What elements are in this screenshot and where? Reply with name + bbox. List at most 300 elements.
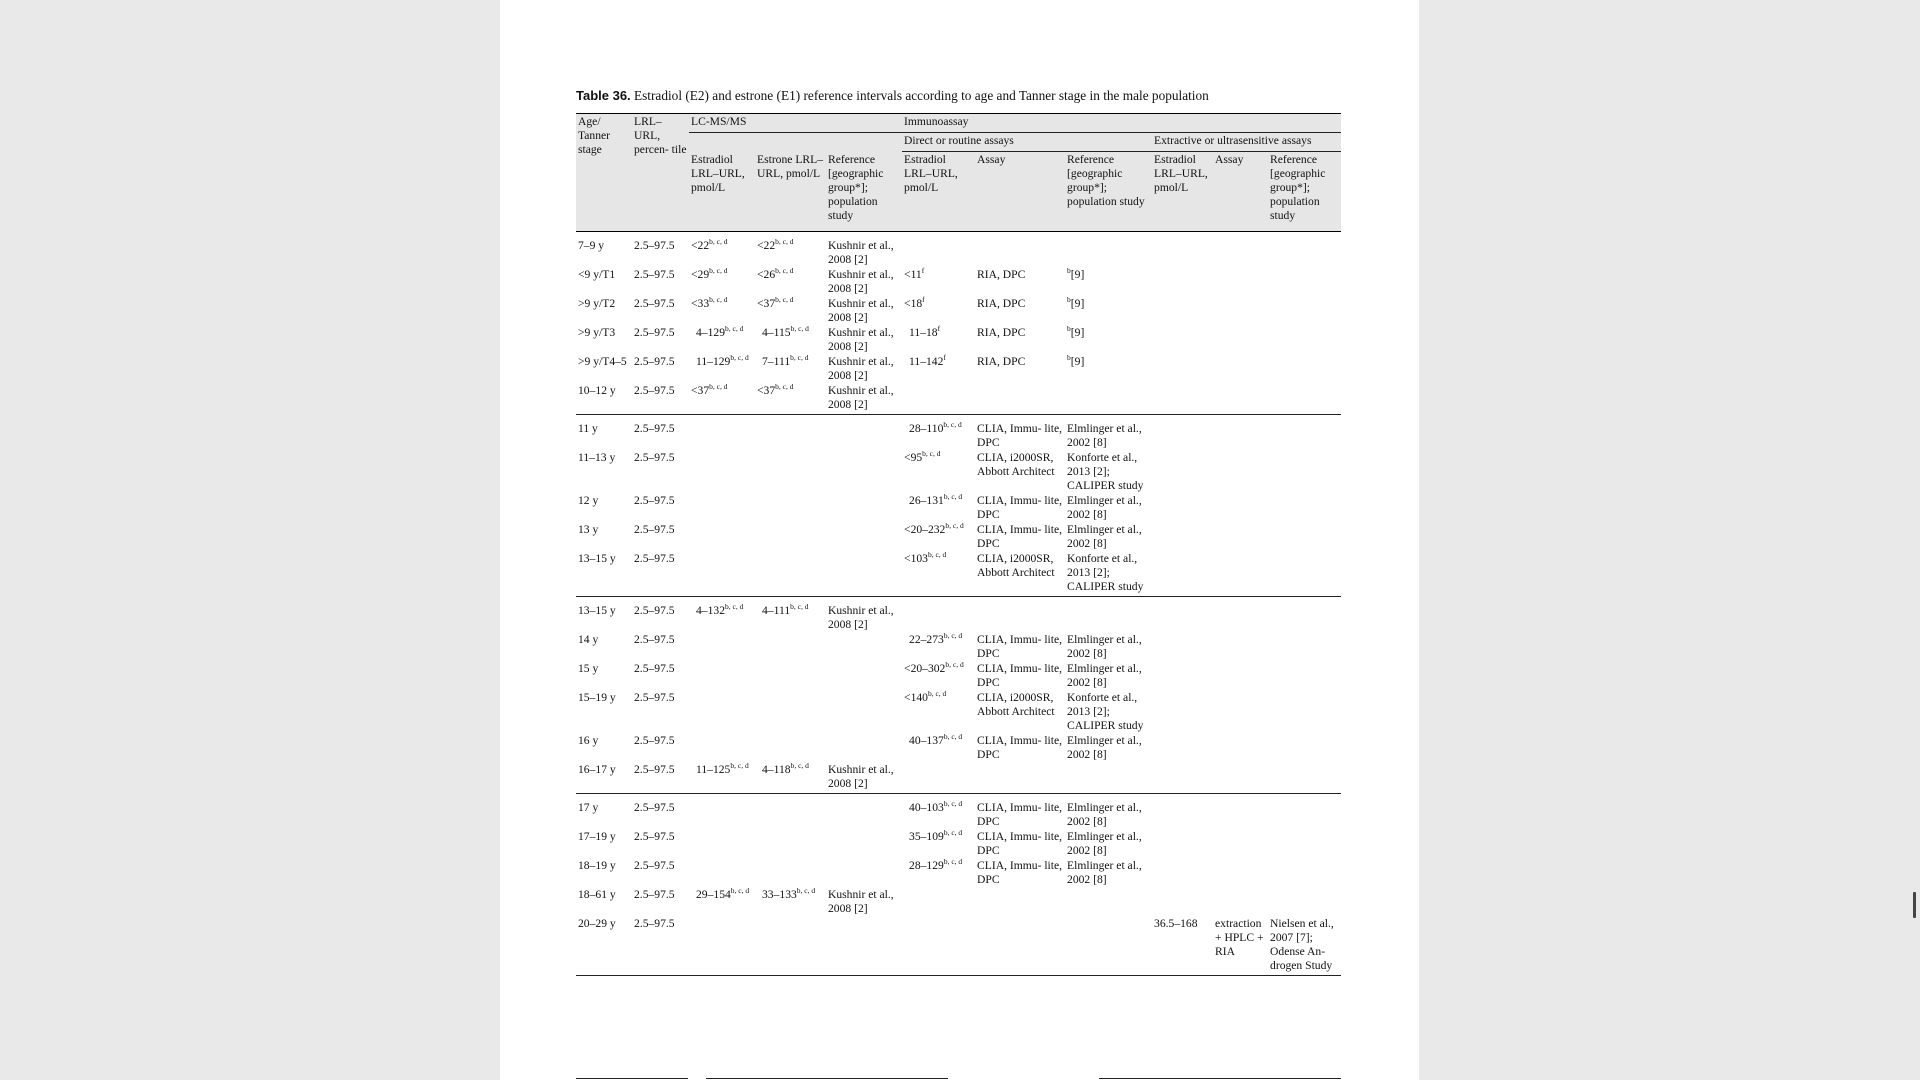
cell-extractive-reference [1268,354,1341,383]
cell-extractive-assay [1213,415,1268,451]
header-direct-assays: Direct or routine assays [902,133,1152,152]
cell-ms-estradiol [689,493,755,522]
cell-value: Elmlinger et al., 2002 [8] [1067,734,1142,761]
cell-age [576,354,632,383]
cell-value: 2.5–97.5 [634,734,675,747]
cell-extractive-estradiol [1152,661,1213,690]
cell-ms-reference [826,762,902,794]
cell-value: RIA, DPC [977,355,1026,368]
cell-value: 2.5–97.5 [634,326,675,339]
cell-ms-estradiol [689,232,755,268]
cell-ms-estrone [755,267,826,296]
cell-value: 2.5–97.5 [634,604,675,617]
cell-age [576,762,632,794]
cell-ms-estradiol [689,632,755,661]
cell-direct-estradiol [902,551,975,597]
cell-direct-estradiol [902,733,975,762]
cell-value: <18 [904,297,923,310]
cell-value: 13 y [578,523,599,536]
cell-direct-assay [975,597,1065,633]
footnote-marker: b, c, d [709,266,728,275]
header-percentile: LRL– URL, percen- tile [632,114,689,232]
cell-value: Elmlinger et al., 2002 [8] [1067,662,1142,689]
cell-direct-estradiol [902,522,975,551]
cell-direct-estradiol [902,632,975,661]
table-row [576,916,1341,976]
cell-value: 12 y [578,494,599,507]
cell-value: 14 y [578,633,599,646]
table-row [576,296,1341,325]
cell-percentile [632,450,689,493]
cell-direct-assay [975,522,1065,551]
cell-ms-estradiol [689,794,755,830]
cell-value: Elmlinger et al., 2002 [8] [1067,523,1142,550]
table-row [576,887,1341,916]
cell-direct-reference [1065,383,1152,415]
scrollbar-thumb[interactable] [1913,892,1916,918]
footnote-marker: b, c, d [709,382,728,391]
footnote-marker: b, c, d [943,420,962,429]
cell-ms-estrone [755,354,826,383]
cell-extractive-reference [1268,690,1341,733]
cell-ms-estrone [755,415,826,451]
cell-direct-assay [975,794,1065,830]
cell-extractive-assay [1213,762,1268,794]
footnote-marker: b, c, d [945,660,964,669]
cell-ms-reference [826,267,902,296]
cell-extractive-estradiol [1152,296,1213,325]
cell-value: CLIA, Immu- lite, DPC [977,494,1063,521]
cell-extractive-estradiol [1152,597,1213,633]
cell-value: [9] [1070,326,1085,339]
reference-interval-table [576,113,1341,976]
cell-value: CLIA, i2000SR, Abbott Architect [977,552,1055,579]
cell-extractive-reference [1268,296,1341,325]
cell-ms-estradiol [689,597,755,633]
cell-value: Kushnir et al., 2008 [2] [828,297,894,324]
cell-extractive-estradiol [1152,858,1213,887]
cell-percentile [632,522,689,551]
cell-percentile [632,916,689,976]
cell-direct-reference [1065,325,1152,354]
cell-ms-reference [826,632,902,661]
cell-extractive-estradiol [1152,887,1213,916]
footnote-marker: b, c, d [945,521,964,530]
footnote-marker: b, c, d [724,602,744,611]
cell-ms-reference [826,493,902,522]
cell-age [576,522,632,551]
cell-value: 4–118 [762,763,791,776]
header-extractive-reference: Reference [geographic group*]; population study [1268,152,1341,232]
cell-extractive-assay [1213,733,1268,762]
cell-direct-assay [975,733,1065,762]
cell-direct-estradiol [902,794,975,830]
cell-direct-assay [975,762,1065,794]
cell-ms-estrone [755,916,826,976]
cell-value: <11 [904,268,922,281]
cell-ms-reference [826,415,902,451]
cell-value: 10–12 y [578,384,616,397]
cell-direct-estradiol [902,887,975,916]
cell-percentile [632,232,689,268]
cell-age [576,493,632,522]
cell-ms-estrone [755,383,826,415]
cell-extractive-estradiol [1152,551,1213,597]
cell-value: Elmlinger et al., 2002 [8] [1067,633,1142,660]
cell-ms-reference [826,887,902,916]
cell-direct-estradiol [902,661,975,690]
cell-ms-estradiol [689,522,755,551]
cell-extractive-assay [1213,354,1268,383]
cell-value: 7–111 [762,355,791,368]
cell-value: 28–110 [909,422,944,435]
table-row [576,632,1341,661]
cell-value: 15 y [578,662,599,675]
footnote-marker: b, c, d [775,382,794,391]
table-row [576,661,1341,690]
cell-direct-estradiol [902,916,975,976]
cell-value: RIA, DPC [977,297,1026,310]
cell-extractive-assay [1213,858,1268,887]
cell-value: 17–19 y [578,830,616,843]
table-row-group [576,415,1341,597]
cell-extractive-reference [1268,661,1341,690]
cell-value: 28–129 [909,859,944,872]
cell-ms-reference [826,450,902,493]
cell-extractive-estradiol [1152,325,1213,354]
cell-ms-estradiol [689,296,755,325]
header-age: Age/ Tanner stage [576,114,632,232]
cell-age [576,887,632,916]
table-row [576,325,1341,354]
cell-extractive-estradiol [1152,267,1213,296]
cell-ms-estradiol [689,829,755,858]
header-immunoassay: Immunoassay [902,114,1341,133]
cell-value: Konforte et al., 2013 [2]; CALIPER study [1067,552,1144,593]
table-row [576,762,1341,794]
cell-value: Kushnir et al., 2008 [2] [828,239,894,266]
cell-direct-reference [1065,354,1152,383]
cell-percentile [632,858,689,887]
cell-value: <20–302 [904,662,946,675]
cell-extractive-assay [1213,551,1268,597]
cell-ms-estradiol [689,325,755,354]
cell-age [576,690,632,733]
cell-direct-reference [1065,632,1152,661]
cell-value: RIA, DPC [977,268,1026,281]
cell-direct-assay [975,887,1065,916]
cell-value: CLIA, Immu- lite, DPC [977,859,1063,886]
table-row [576,829,1341,858]
cell-value: 4–129 [696,326,725,339]
cell-value: 16–17 y [578,763,616,776]
cell-value: 18–19 y [578,859,616,872]
cell-value: 40–137 [909,734,944,747]
cell-ms-reference [826,794,902,830]
cell-extractive-reference [1268,522,1341,551]
cell-direct-reference [1065,597,1152,633]
cell-ms-estradiol [689,916,755,976]
cell-value: 2.5–97.5 [634,451,675,464]
cell-percentile [632,597,689,633]
cell-extractive-estradiol [1152,522,1213,551]
header-direct-reference: Reference [geographic group*]; population study [1065,152,1152,232]
cell-value: CLIA, Immu- lite, DPC [977,633,1063,660]
cell-direct-reference [1065,762,1152,794]
cell-value: CLIA, Immu- lite, DPC [977,523,1063,550]
cell-ms-estradiol [689,887,755,916]
cell-ms-estradiol [689,354,755,383]
cell-direct-reference [1065,522,1152,551]
cell-direct-assay [975,493,1065,522]
cell-extractive-reference [1268,325,1341,354]
cell-direct-assay [975,829,1065,858]
cell-value: CLIA, Immu- lite, DPC [977,830,1063,857]
cell-value: Elmlinger et al., 2002 [8] [1067,422,1142,449]
cell-extractive-reference [1268,597,1341,633]
cell-extractive-reference [1268,733,1341,762]
footnote-marker: b, c, d [730,761,749,770]
cell-value: 2.5–97.5 [634,917,675,930]
cell-extractive-assay [1213,267,1268,296]
cell-value: 22–273 [909,633,944,646]
cell-ms-estrone [755,551,826,597]
footnote-marker: f [922,295,925,304]
cell-value: 4–115 [762,326,791,339]
cell-value: Nielsen et al., 2007 [7]; Odense An- drogen Study [1270,917,1334,972]
cell-direct-estradiol [902,267,975,296]
cell-value: <9 y/T1 [578,268,616,281]
cell-percentile [632,762,689,794]
cell-value: extraction + HPLC + RIA [1215,917,1264,958]
cell-value: >9 y/T4–5 [578,355,627,368]
cell-value: <37 [757,297,776,310]
cell-direct-reference [1065,267,1152,296]
cell-value: <22 [691,239,710,252]
cell-value: 2.5–97.5 [634,888,675,901]
footnote-marker: b, c, d [709,295,728,304]
cell-ms-reference [826,690,902,733]
cell-direct-reference [1065,450,1152,493]
cell-extractive-estradiol [1152,829,1213,858]
cell-extractive-assay [1213,493,1268,522]
cell-value: 15–19 y [578,691,616,704]
cell-value: [9] [1070,355,1085,368]
footnote-marker: f [943,353,946,362]
table-row [576,794,1341,830]
cell-value: 2.5–97.5 [634,268,675,281]
table-row [576,267,1341,296]
cell-age [576,325,632,354]
cell-value: 2.5–97.5 [634,859,675,872]
cell-value: RIA, DPC [977,326,1026,339]
footnote-marker: b, c, d [943,732,963,741]
cell-direct-estradiol [902,415,975,451]
table-row [576,383,1341,415]
cell-percentile [632,415,689,451]
cell-direct-assay [975,325,1065,354]
cell-ms-estradiol [689,661,755,690]
cell-percentile [632,661,689,690]
header-direct-assay: Assay [975,152,1065,232]
footnote-marker: b, c, d [796,886,816,895]
cell-extractive-assay [1213,916,1268,976]
cell-ms-reference [826,232,902,268]
footnote-marker: b [1067,324,1071,333]
footnote-marker: b [1067,353,1071,362]
cell-value: 35–109 [909,830,944,843]
cell-value: 2.5–97.5 [634,422,675,435]
cell-direct-reference [1065,232,1152,268]
cell-extractive-estradiol [1152,493,1213,522]
cell-extractive-reference [1268,232,1341,268]
table-row [576,690,1341,733]
cell-value: <26 [757,268,776,281]
cell-ms-estrone [755,661,826,690]
cell-value: >9 y/T2 [578,297,616,310]
footnote-marker: b, c, d [775,295,794,304]
cell-value: Kushnir et al., 2008 [2] [828,384,894,411]
cell-ms-estradiol [689,415,755,451]
cell-value: 13–15 y [578,552,616,565]
cell-value: Kushnir et al., 2008 [2] [828,763,894,790]
footnote-marker: b, c, d [724,324,744,333]
rule-segment [706,1078,948,1079]
cell-extractive-reference [1268,916,1341,976]
cell-value: <103 [904,552,928,565]
cell-ms-estrone [755,450,826,493]
table-caption [576,88,1209,104]
cell-ms-reference [826,829,902,858]
rule-segment [1099,1078,1341,1079]
cell-extractive-assay [1213,794,1268,830]
cell-direct-assay [975,661,1065,690]
cell-extractive-estradiol [1152,354,1213,383]
cell-ms-estrone [755,522,826,551]
cell-extractive-assay [1213,597,1268,633]
cell-extractive-assay [1213,325,1268,354]
cell-direct-assay [975,632,1065,661]
cell-ms-estrone [755,858,826,887]
footnote-marker: b [1067,295,1071,304]
cell-direct-reference [1065,916,1152,976]
table-row [576,232,1341,268]
cell-direct-estradiol [902,450,975,493]
cell-direct-reference [1065,733,1152,762]
cell-value: 2.5–97.5 [634,494,675,507]
cell-extractive-reference [1268,794,1341,830]
table-row-group [576,232,1341,415]
cell-percentile [632,354,689,383]
cell-value: [9] [1070,268,1085,281]
cell-direct-estradiol [902,829,975,858]
cell-value: 36.5–168 [1154,917,1198,930]
cell-value: Kushnir et al., 2008 [2] [828,888,894,915]
table-row [576,450,1341,493]
cell-ms-estrone [755,794,826,830]
cell-direct-estradiol [902,493,975,522]
footnote-marker: b, c, d [943,799,963,808]
table-header [576,114,1341,232]
cell-extractive-estradiol [1152,383,1213,415]
cell-extractive-assay [1213,690,1268,733]
cell-direct-assay [975,354,1065,383]
cell-percentile [632,733,689,762]
cell-direct-estradiol [902,383,975,415]
footnote-marker: b [1067,266,1071,275]
cell-extractive-assay [1213,383,1268,415]
footnote-marker: b, c, d [790,353,809,362]
cell-value: 16 y [578,734,599,747]
footnote-marker: b, c, d [790,324,809,333]
cell-direct-reference [1065,296,1152,325]
cell-value: [9] [1070,297,1085,310]
cell-ms-reference [826,858,902,887]
footnote-marker: b, c, d [775,266,794,275]
cell-ms-reference [826,551,902,597]
cell-direct-estradiol [902,762,975,794]
table-row [576,551,1341,597]
cell-percentile [632,690,689,733]
cell-extractive-assay [1213,232,1268,268]
cell-extractive-reference [1268,858,1341,887]
cell-value: <140 [904,691,928,704]
cell-value: Elmlinger et al., 2002 [8] [1067,859,1142,886]
cell-value: 2.5–97.5 [634,763,675,776]
cell-extractive-assay [1213,887,1268,916]
cell-percentile [632,829,689,858]
cell-ms-reference [826,597,902,633]
table-row-group [576,794,1341,976]
footnote-marker: b, c, d [943,492,963,501]
cell-extractive-reference [1268,450,1341,493]
cell-extractive-reference [1268,762,1341,794]
cell-extractive-assay [1213,296,1268,325]
cell-extractive-reference [1268,267,1341,296]
cell-value: 26–131 [909,494,944,507]
cell-value: CLIA, i2000SR, Abbott Architect [977,451,1055,478]
cell-direct-assay [975,383,1065,415]
cell-value: <37 [691,384,710,397]
footnote-marker: b, c, d [943,828,963,837]
cell-direct-assay [975,916,1065,976]
table-row [576,597,1341,633]
footnote-marker: f [937,324,941,333]
cell-ms-estrone [755,493,826,522]
cell-extractive-assay [1213,450,1268,493]
cell-value: <22 [757,239,776,252]
cell-value: Kushnir et al., 2008 [2] [828,326,894,353]
footnote-marker: b, c, d [922,449,941,458]
cell-percentile [632,493,689,522]
cell-value: 17 y [578,801,599,814]
cell-extractive-estradiol [1152,415,1213,451]
cell-value: <29 [691,268,710,281]
cell-extractive-assay [1213,829,1268,858]
rule-segment [576,1078,688,1079]
cell-ms-estrone [755,232,826,268]
footnote-marker: f [921,266,925,275]
cell-extractive-reference [1268,493,1341,522]
cell-age [576,829,632,858]
cell-age [576,551,632,597]
cell-ms-reference [826,354,902,383]
table-row [576,354,1341,383]
table-row [576,493,1341,522]
cell-ms-reference [826,916,902,976]
footnote-marker: b, c, d [943,857,963,866]
cell-value: 7–9 y [578,239,605,252]
